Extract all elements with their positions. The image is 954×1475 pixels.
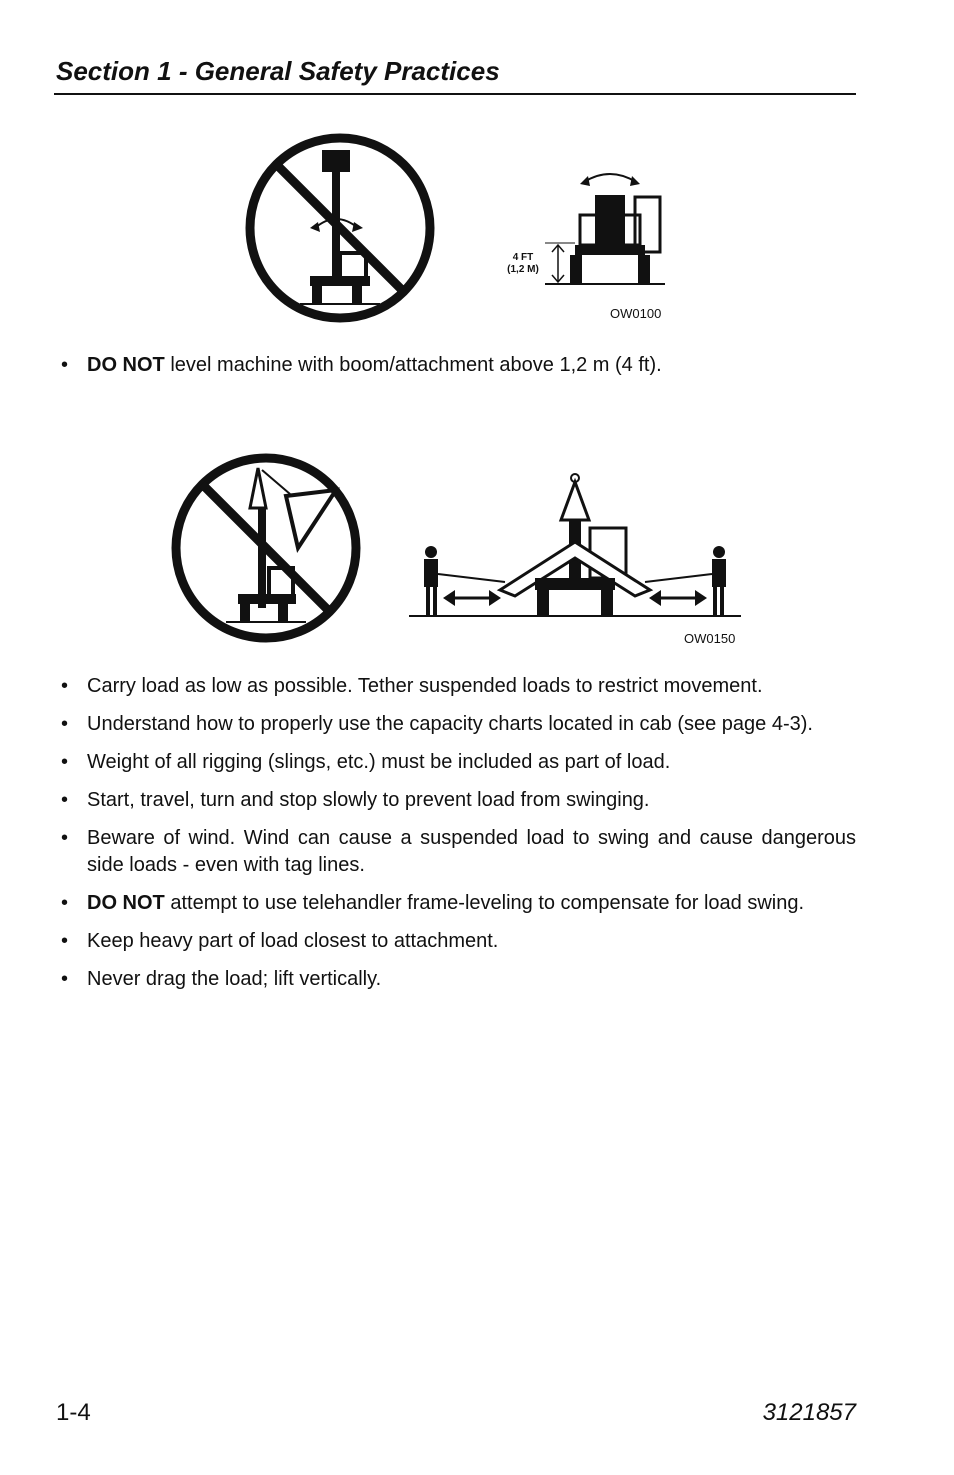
- bullet-bold: DO NOT: [87, 354, 165, 376]
- bullet-glyph: •: [61, 713, 69, 735]
- bullet-glyph: •: [61, 751, 69, 773]
- bullet-list-leveling: [56, 352, 856, 390]
- bullet-list-load-handling: [56, 673, 856, 1004]
- prohibited-swinging-load-illustration: [166, 448, 366, 648]
- bullet-text: Beware of wind. Wind can cause a suspended load to swing and cause dangerous side loads - even with tag lines.: [87, 827, 856, 876]
- list-item: [56, 352, 856, 379]
- figure-code: OW0100: [610, 306, 662, 321]
- list-item: [56, 787, 856, 814]
- bullet-glyph: •: [61, 892, 69, 914]
- list-item: [56, 928, 856, 955]
- page-number: 1-4: [56, 1399, 91, 1426]
- bullet-bold: DO NOT: [87, 892, 165, 914]
- bullet-glyph: •: [61, 675, 69, 697]
- figure-code: OW0150: [684, 631, 736, 646]
- header-rule: [54, 93, 856, 95]
- section-title: Section 1 - General Safety Practices: [56, 56, 500, 86]
- tag-lines-illustration: [405, 470, 745, 620]
- bullet-glyph: •: [61, 968, 69, 990]
- bullet-glyph: •: [61, 930, 69, 952]
- bullet-text: Understand how to properly use the capacity charts located in cab (see page 4-3).: [87, 713, 813, 735]
- bullet-text: Weight of all rigging (slings, etc.) must be included as part of load.: [87, 751, 671, 773]
- list-item: [56, 673, 856, 700]
- bullet-text: level machine with boom/attachment above 1,2 m (4 ft).: [164, 354, 662, 376]
- list-item: [56, 966, 856, 993]
- height-label-m: (1,2 M): [507, 264, 539, 275]
- height-label: [500, 252, 546, 276]
- list-item: [56, 890, 856, 917]
- bullet-text: Keep heavy part of load closest to attachment.: [87, 930, 499, 952]
- bullet-glyph: •: [61, 354, 69, 376]
- bullet-glyph: •: [61, 789, 69, 811]
- bullet-text: attempt to use telehandler frame-leveling to compensate for load swing.: [164, 892, 805, 914]
- document-number: 3121857: [762, 1399, 856, 1426]
- bullet-text: Start, travel, turn and stop slowly to prevent load from swinging.: [87, 789, 650, 811]
- list-item: [56, 825, 856, 879]
- machine-level-height-illustration: [540, 160, 670, 290]
- bullet-text: Never drag the load; lift vertically.: [87, 968, 382, 990]
- list-item: [56, 711, 856, 738]
- height-label-ft: 4 FT: [512, 252, 534, 263]
- list-item: [56, 749, 856, 776]
- bullet-glyph: •: [61, 827, 69, 849]
- prohibited-boom-raised-leveling-illustration: [240, 128, 440, 328]
- bullet-text: Carry load as low as possible. Tether suspended loads to restrict movement.: [87, 675, 763, 697]
